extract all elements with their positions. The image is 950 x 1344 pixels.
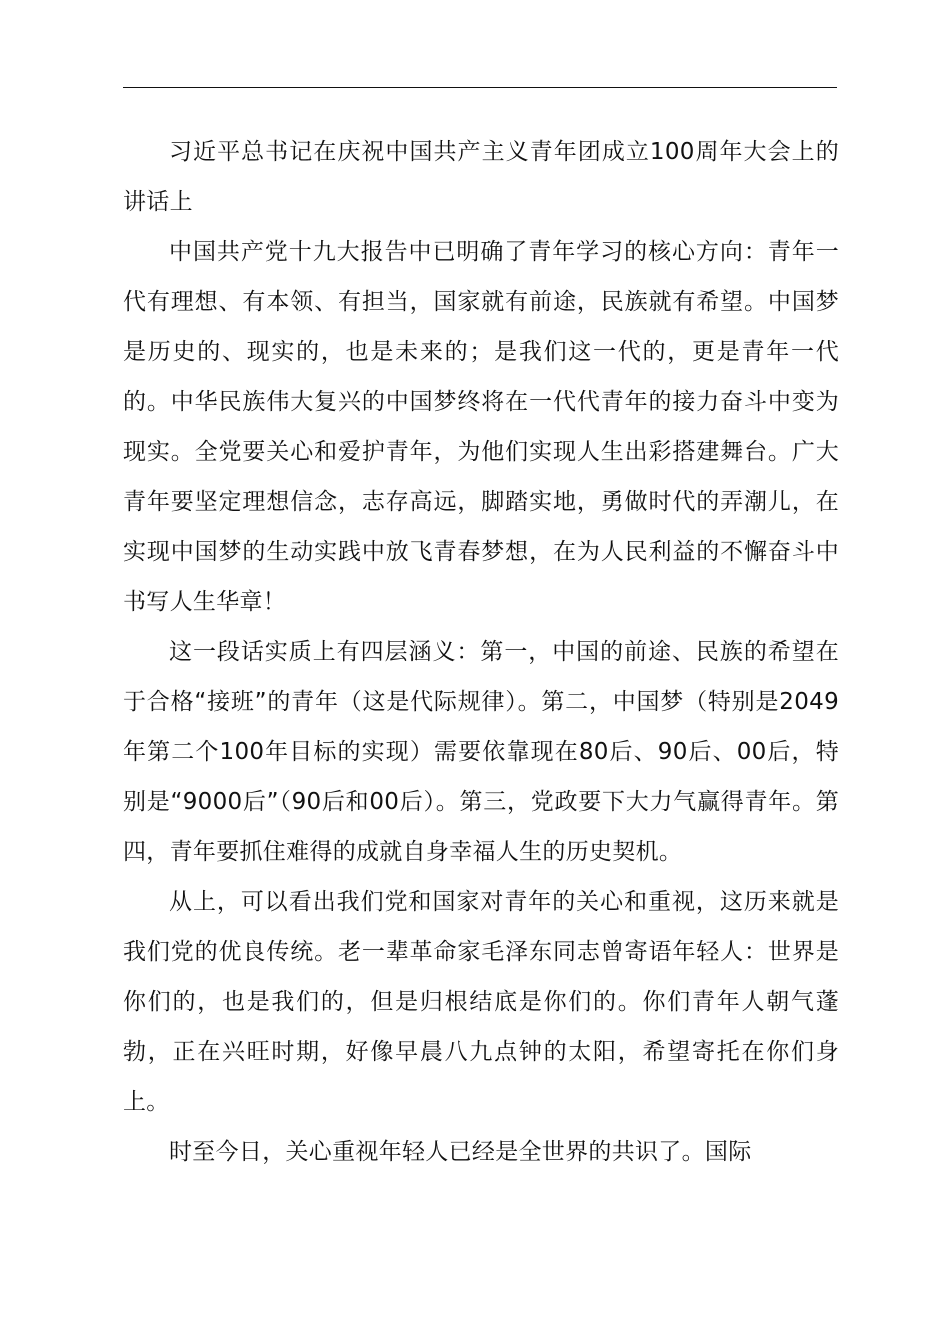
paragraph-tradition: 从上，可以看出我们党和国家对青年的关心和重视，这历来就是我们党的优良传统。老一辈革命家毛泽东同志曾寄语年轻人：世界是你们的，也是我们的，但是归根结底是你们的。你们青年人朝气蓬勃，正在兴旺时期，好像早晨八九点钟的太阳，希望寄托在你们身上。 bbox=[123, 889, 839, 1115]
paragraph-title: 习近平总书记在庆祝中国共产主义青年团成立100周年大会上的讲话上 bbox=[123, 139, 839, 215]
document-body bbox=[123, 127, 839, 1177]
paragraph-consensus: 时至今日，关心重视年轻人已经是全世界的共识了。国际 bbox=[169, 1139, 752, 1165]
header-rule bbox=[123, 87, 837, 88]
paragraph-report: 中国共产党十九大报告中已明确了青年学习的核心方向：青年一代有理想、有本领、有担当，国家就有前途，民族就有希望。中国梦是历史的、现实的，也是未来的；是我们这一代的，更是青年一代的。中华民族伟大复兴的中国梦终将在一代代青年的接力奋斗中变为现实。全党要关心和爱护青年，为他们实现人生出彩搭建舞台。广大青年要坚定理想信念，志存高远，脚踏实地，勇做时代的弄潮儿，在实现中国梦的生动实践中放飞青春梦想，在为人民利益的不懈奋斗中书写人生华章！ bbox=[123, 239, 839, 615]
paragraph-four-meanings: 这一段话实质上有四层涵义：第一，中国的前途、民族的希望在于合格“接班”的青年（这是代际规律）。第二，中国梦（特别是2049年第二个100年目标的实现）需要依靠现在80后、90后、00后，特别是“9000后”（90后和00后）。第三，党政要下大力气赢得青年。第四，青年要抓住难得的成就自身幸福人生的历史契机。 bbox=[123, 639, 839, 865]
